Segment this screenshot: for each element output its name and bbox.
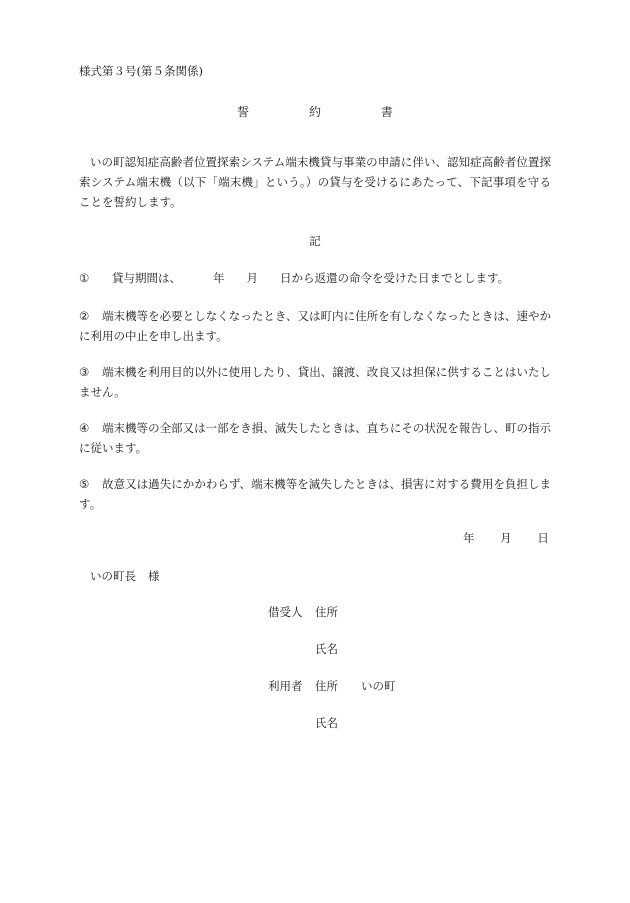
intro-paragraph: いの町認知症高齢者位置探索システム端末機貸与事業の申請に伴い、認知症高齢者位置探索システム端末機（以下「端末機」という。）の貸与を受けるにあたって、下記事項を守ることを誓約します。	[79, 155, 551, 209]
user-name-label: 氏名	[315, 716, 338, 730]
ki-heading: 記	[309, 234, 321, 248]
list-item-3	[79, 362, 551, 402]
borrower-role: 借受人	[268, 605, 303, 619]
item-2-text: 端末機等を必要としなくなったとき、又は町内に住所を有しなくなったときは、速やかに利用の中止を申し出ます。	[79, 309, 551, 343]
date-line	[463, 530, 549, 546]
form-number: 様式第３号(第５条関係)	[79, 64, 203, 78]
item-number: ⑤	[79, 477, 90, 491]
addressee	[90, 568, 160, 584]
user-address-label: 住所	[315, 679, 338, 693]
item-number: ①	[79, 271, 90, 285]
list-item-2	[79, 306, 551, 346]
item-number: ④	[79, 421, 90, 435]
date-month: 月	[500, 531, 512, 545]
item-4-text: 端末機等の全部又は一部をき損、滅失したときは、直ちにその状況を報告し、町の指示に従います。	[79, 421, 551, 455]
item-5-text: 故意又は過失にかかわらず、端末機等を滅失したときは、損害に対する費用を負担します。	[79, 477, 551, 511]
item-1-year: 年	[213, 271, 225, 285]
title-char-2: 約	[308, 105, 321, 119]
date-day: 日	[537, 531, 549, 545]
item-1-lead: 貸与期間は、	[112, 271, 181, 285]
list-item-5	[79, 474, 551, 514]
item-1-tail: 日から返還の命令を受けた日までとします。	[280, 271, 510, 285]
borrower-name-label: 氏名	[315, 642, 338, 656]
item-1-month: 月	[246, 271, 258, 285]
item-number: ②	[79, 309, 90, 323]
list-item-1	[79, 268, 551, 288]
addressee-honorific: 様	[148, 569, 160, 583]
addressee-name: いの町長	[90, 569, 136, 583]
document-title	[0, 103, 630, 120]
list-item-4	[79, 418, 551, 458]
user-role: 利用者	[268, 679, 303, 693]
item-3-text: 端末機を利用目的以外に使用したり、貸出、譲渡、改良又は担保に供することはいたしません。	[79, 365, 551, 399]
user-address-value: いの町	[361, 679, 396, 693]
borrower-address-label: 住所	[315, 605, 338, 619]
date-year: 年	[463, 531, 475, 545]
item-number: ③	[79, 365, 90, 379]
title-char-3: 書	[380, 105, 393, 119]
title-char-1: 誓	[237, 105, 250, 119]
